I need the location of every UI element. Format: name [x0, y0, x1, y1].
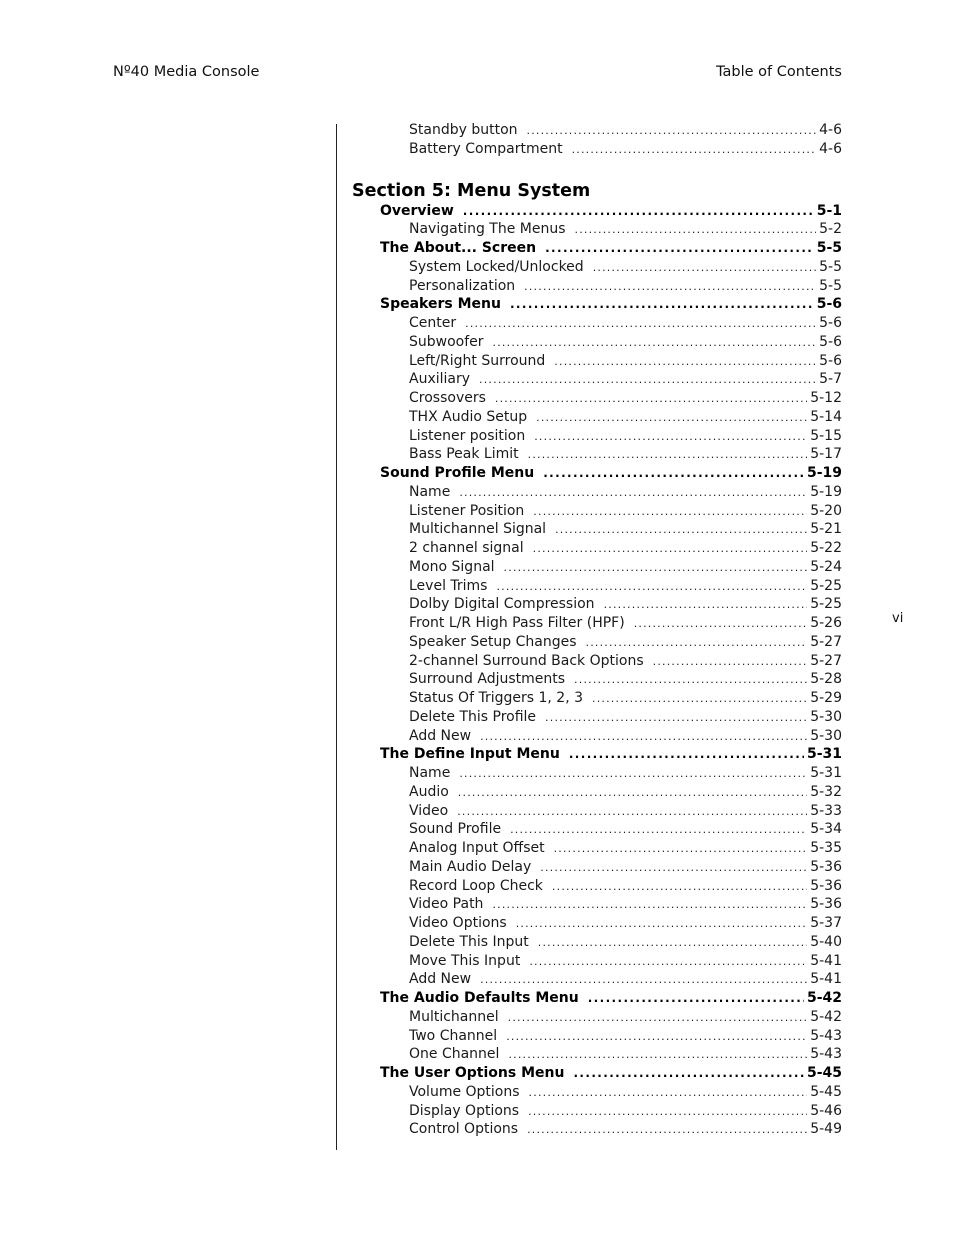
toc-entry-page: 5-43 [810, 1027, 842, 1044]
toc-entry-label: Multichannel Signal [409, 521, 547, 538]
toc-sub-entry[interactable] [352, 314, 842, 333]
toc-entry-page: 5-45 [806, 1065, 842, 1081]
toc-sub-entry[interactable] [352, 614, 842, 633]
toc-entry-page: 5-41 [810, 971, 842, 988]
toc-entry-label: Battery Compartment [409, 140, 563, 157]
toc-entry-page: 5-31 [806, 746, 842, 763]
dot-leader [588, 989, 804, 1008]
toc-main-entry[interactable] [352, 202, 842, 221]
dot-leader [516, 915, 808, 934]
section-heading: Section 5: Menu System [352, 180, 591, 201]
toc-sub-entry[interactable] [352, 820, 842, 839]
dot-leader [586, 634, 808, 653]
dot-leader [459, 765, 807, 784]
toc-sub-entry[interactable] [352, 445, 842, 464]
toc-entry-label: Delete This Profile [409, 708, 537, 725]
dot-leader [555, 521, 807, 540]
toc-sub-entry[interactable] [352, 520, 842, 539]
toc-entry-page: 5-24 [810, 558, 842, 575]
toc-entry-page: 5-5 [819, 277, 842, 294]
toc-entry-page: 5-33 [810, 802, 842, 819]
dot-leader [653, 653, 808, 672]
toc-sub-entry[interactable] [352, 708, 842, 727]
toc-sub-entry[interactable] [352, 970, 842, 989]
toc-sub-entry[interactable] [352, 895, 842, 914]
toc-sub-entry[interactable] [352, 877, 842, 896]
toc-entry-page: 5-45 [810, 1083, 842, 1100]
toc-entry-page: 5-5 [819, 258, 842, 275]
toc-entry-page: 5-28 [810, 671, 842, 688]
toc-entry-page: 5-27 [810, 633, 842, 650]
dot-leader [504, 559, 808, 578]
dot-leader [527, 122, 817, 141]
dot-leader [575, 221, 817, 240]
toc-entry-page: 5-34 [810, 821, 842, 838]
toc-sub-entry[interactable] [352, 1027, 842, 1046]
toc-entry-page: 5-27 [810, 652, 842, 669]
toc-entries [352, 202, 842, 1140]
dot-leader [533, 540, 808, 559]
toc-sub-entry[interactable] [352, 933, 842, 952]
header-product-title: Nº40 Media Console [113, 64, 260, 80]
toc-sub-entry[interactable] [352, 577, 842, 596]
toc-entry-page: 5-43 [810, 1046, 842, 1063]
toc-entry-label: Mono Signal [409, 558, 495, 575]
toc-entry-label: Status Of Triggers 1, 2, 3 [409, 690, 584, 706]
toc-sub-entry[interactable] [352, 839, 842, 858]
toc-entry-label: THX Audio Setup [409, 408, 528, 425]
dot-leader [572, 141, 817, 160]
toc-entry-page: 5-26 [810, 615, 842, 631]
toc-main-entry[interactable] [352, 1064, 842, 1083]
dot-leader [534, 428, 807, 447]
dot-leader [592, 690, 807, 709]
toc-sub-entry[interactable] [352, 333, 842, 352]
toc-entry-label: The User Options Menu [380, 1065, 565, 1081]
toc-sub-entry[interactable] [352, 121, 842, 140]
toc-entry-label: Move This Input [409, 952, 521, 969]
toc-sub-entry[interactable] [352, 802, 842, 821]
toc-sub-entry[interactable] [352, 1045, 842, 1064]
toc-entry-label: Speakers Menu [380, 296, 501, 313]
toc-entry-page: 5-42 [810, 1008, 842, 1025]
toc-sub-entry[interactable] [352, 483, 842, 502]
toc-entry-label: Overview [380, 202, 454, 219]
dot-leader [529, 1084, 808, 1103]
toc-entry-page: 5-21 [810, 521, 842, 538]
toc-entry-label: System Locked/Unlocked [409, 258, 584, 275]
toc-sub-entry[interactable] [352, 220, 842, 239]
toc-entry-page: 5-6 [816, 296, 842, 313]
toc-continued-entries [352, 121, 842, 159]
dot-leader [508, 1046, 807, 1065]
dot-leader [508, 1009, 808, 1028]
toc-entry-label: Speaker Setup Changes [409, 633, 577, 650]
toc-sub-entry[interactable] [352, 408, 842, 427]
toc-entry-label: One Channel [409, 1046, 500, 1063]
dot-leader [543, 464, 804, 483]
toc-sub-entry[interactable] [352, 1102, 842, 1121]
toc-sub-entry[interactable] [352, 1120, 842, 1139]
toc-entry-label: Video Path [409, 896, 484, 913]
toc-entry-label: Video [409, 802, 449, 819]
toc-entry-page: 5-17 [810, 446, 842, 463]
toc-main-entry[interactable] [352, 464, 842, 483]
toc-entry-label: Main Audio Delay [409, 858, 532, 875]
dot-leader [529, 953, 807, 972]
dot-leader [457, 803, 807, 822]
toc-entry-page: 5-36 [810, 896, 842, 913]
dot-leader [510, 295, 814, 314]
toc-sub-entry[interactable] [352, 764, 842, 783]
dot-leader [540, 859, 807, 878]
dot-leader [527, 1121, 807, 1140]
dot-leader [463, 202, 814, 221]
toc-entry-page: 5-6 [819, 315, 842, 331]
toc-entry-label: Sound Profile Menu [380, 465, 535, 481]
toc-entry-page: 5-19 [810, 483, 842, 500]
dot-leader [574, 671, 807, 690]
dot-leader [458, 784, 807, 803]
toc-entry-page: 5-6 [819, 333, 842, 350]
toc-entry-page: 5-40 [810, 933, 842, 950]
toc-entry-page: 5-41 [810, 952, 842, 969]
dot-leader [569, 745, 804, 764]
toc-entry-page: 4-6 [819, 122, 842, 138]
toc-sub-entry[interactable] [352, 727, 842, 746]
toc-entry-label: Multichannel [409, 1008, 499, 1025]
dot-leader [493, 334, 817, 353]
table-of-contents [352, 121, 842, 1139]
toc-sub-entry[interactable] [352, 858, 842, 877]
toc-entry-page: 5-12 [810, 390, 842, 406]
toc-sub-entry[interactable] [352, 370, 842, 389]
toc-entry-page: 5-15 [810, 427, 842, 444]
toc-entry-label: Surround Adjustments [409, 671, 566, 688]
toc-entry-page: 5-25 [810, 577, 842, 594]
toc-sub-entry[interactable] [352, 689, 842, 708]
toc-entry-page: 5-49 [810, 1121, 842, 1138]
toc-entry-label: Video Options [409, 915, 507, 931]
toc-entry-label: Level Trims [409, 577, 488, 594]
toc-entry-page: 5-35 [810, 840, 842, 856]
dot-leader [528, 446, 808, 465]
toc-entry-label: Crossovers [409, 390, 486, 406]
toc-entry-label: 2-channel Surround Back Options [409, 652, 644, 669]
toc-entry-label: The Audio Defaults Menu [380, 990, 579, 1006]
toc-entry-label: The About... Screen [380, 240, 537, 256]
toc-main-entry[interactable] [352, 239, 842, 258]
dot-leader [480, 728, 807, 747]
toc-main-entry[interactable] [352, 295, 842, 314]
toc-entry-label: The Define Input Menu [380, 746, 560, 763]
toc-sub-entry[interactable] [352, 952, 842, 971]
dot-leader [459, 484, 807, 503]
toc-entry-page: 5-25 [810, 596, 842, 613]
dot-leader [496, 578, 807, 597]
toc-entry-label: Navigating The Menus [409, 221, 566, 238]
toc-entry-page: 5-37 [810, 915, 842, 931]
toc-entry-page: 5-32 [810, 783, 842, 800]
toc-sub-entry[interactable] [352, 140, 842, 159]
toc-entry-page: 5-36 [810, 877, 842, 894]
toc-entry-page: 5-19 [806, 465, 842, 481]
dot-leader [528, 1103, 807, 1122]
toc-entry-label: Two Channel [409, 1027, 498, 1044]
toc-sub-entry[interactable] [352, 670, 842, 689]
toc-entry-label: Audio [409, 783, 449, 800]
dot-leader [538, 934, 807, 953]
toc-entry-label: Subwoofer [409, 333, 484, 350]
toc-entry-label: Listener position [409, 427, 526, 444]
dot-leader [479, 371, 816, 390]
toc-entry-page: 5-31 [810, 765, 842, 781]
dot-leader [573, 1064, 804, 1083]
toc-entry-page: 5-46 [810, 1102, 842, 1119]
dot-leader [554, 353, 816, 372]
dot-leader [495, 390, 807, 409]
toc-entry-page: 5-6 [819, 352, 842, 369]
toc-sub-entry[interactable] [352, 539, 842, 558]
toc-entry-label: Sound Profile [409, 821, 502, 838]
toc-sub-entry[interactable] [352, 427, 842, 446]
toc-entry-page: 5-22 [810, 540, 842, 556]
toc-sub-entry[interactable] [352, 595, 842, 614]
toc-entry-label: Display Options [409, 1102, 520, 1119]
dot-leader [552, 878, 807, 897]
toc-entry-label: Auxiliary [409, 371, 471, 388]
vertical-divider [336, 124, 337, 1150]
dot-leader [545, 709, 807, 728]
header-section-title: Table of Contents [716, 64, 842, 80]
dot-leader [524, 278, 816, 297]
dot-leader [634, 615, 808, 634]
toc-main-entry[interactable] [352, 745, 842, 764]
dot-leader [480, 971, 807, 990]
dot-leader [492, 896, 807, 915]
toc-entry-label: Name [409, 483, 451, 500]
toc-entry-label: Left/Right Surround [409, 352, 546, 369]
toc-entry-label: Analog Input Offset [409, 840, 545, 856]
toc-sub-entry[interactable] [352, 558, 842, 577]
toc-entry-page: 5-20 [810, 502, 842, 519]
toc-entry-page: 5-5 [816, 240, 842, 256]
toc-sub-entry[interactable] [352, 389, 842, 408]
toc-entry-label: Bass Peak Limit [409, 446, 519, 463]
toc-entry-label: 2 channel signal [409, 540, 524, 556]
toc-entry-page: 5-7 [819, 371, 842, 388]
dot-leader [536, 409, 807, 428]
toc-sub-entry[interactable] [352, 1083, 842, 1102]
toc-sub-entry[interactable] [352, 277, 842, 296]
toc-sub-entry[interactable] [352, 652, 842, 671]
toc-entry-label: Personalization [409, 277, 516, 294]
toc-entry-label: Record Loop Check [409, 877, 543, 894]
toc-sub-entry[interactable] [352, 783, 842, 802]
dot-leader [554, 840, 808, 859]
page-number: vi [892, 611, 904, 626]
toc-sub-entry[interactable] [352, 914, 842, 933]
toc-sub-entry[interactable] [352, 502, 842, 521]
toc-entry-label: Dolby Digital Compression [409, 596, 595, 613]
toc-sub-entry[interactable] [352, 258, 842, 277]
dot-leader [545, 239, 814, 258]
toc-entry-label: Name [409, 765, 451, 781]
toc-main-entry[interactable] [352, 989, 842, 1008]
toc-sub-entry[interactable] [352, 352, 842, 371]
toc-entry-page: 5-2 [819, 221, 842, 238]
toc-entry-page: 5-36 [810, 858, 842, 875]
toc-entry-page: 5-30 [810, 727, 842, 744]
toc-entry-label: Listener Position [409, 502, 525, 519]
dot-leader [533, 503, 807, 522]
toc-entry-page: 4-6 [819, 140, 842, 157]
dot-leader [506, 1028, 807, 1047]
toc-entry-page: 5-14 [810, 408, 842, 425]
toc-entry-label: Delete This Input [409, 933, 529, 950]
dot-leader [593, 259, 816, 278]
toc-entry-label: Standby button [409, 122, 518, 138]
toc-entry-label: Front L/R High Pass Filter (HPF) [409, 615, 625, 631]
toc-entry-label: Control Options [409, 1121, 519, 1138]
toc-sub-entry[interactable] [352, 633, 842, 652]
toc-entry-label: Center [409, 315, 457, 331]
toc-entry-label: Add New [409, 971, 472, 988]
dot-leader [465, 315, 816, 334]
toc-entry-label: Volume Options [409, 1083, 520, 1100]
dot-leader [510, 821, 807, 840]
dot-leader [604, 596, 808, 615]
toc-entry-page: 5-42 [806, 990, 842, 1006]
toc-entry-page: 5-29 [810, 690, 842, 706]
toc-entry-label: Add New [409, 727, 472, 744]
toc-sub-entry[interactable] [352, 1008, 842, 1027]
toc-entry-page: 5-30 [810, 708, 842, 725]
toc-entry-page: 5-1 [816, 202, 842, 219]
